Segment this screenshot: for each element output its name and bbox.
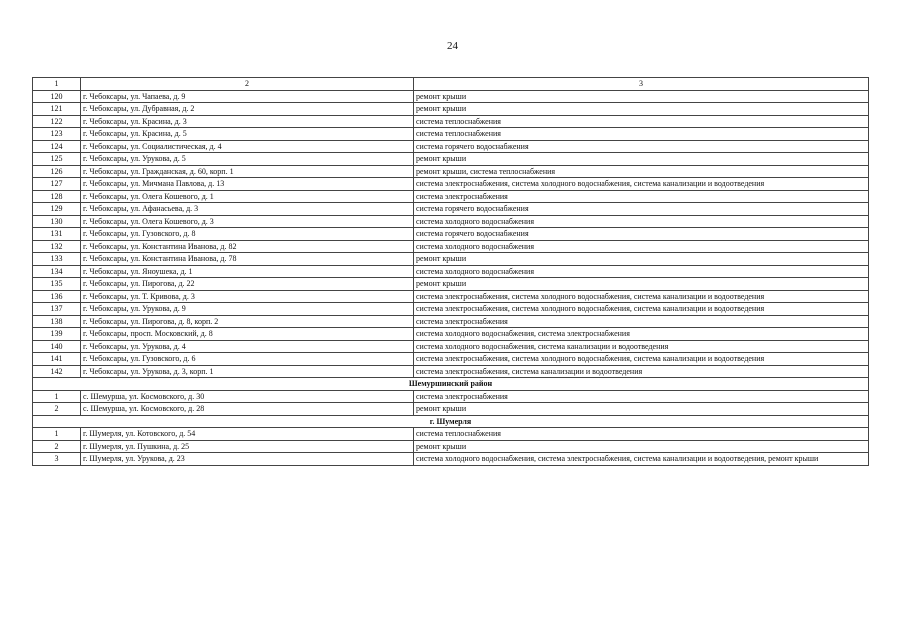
row-number: 127 bbox=[33, 178, 81, 191]
column-header-2: 2 bbox=[81, 78, 414, 91]
row-address: г. Чебоксары, ул. Т. Кривова, д. 3 bbox=[81, 290, 414, 303]
row-address: г. Чебоксары, ул. Афанасьева, д. 3 bbox=[81, 203, 414, 216]
row-number: 138 bbox=[33, 315, 81, 328]
row-number: 2 bbox=[33, 403, 81, 416]
row-address: г. Чебоксары, ул. Олега Кошевого, д. 1 bbox=[81, 190, 414, 203]
row-address: г. Чебоксары, ул. Константина Иванова, д. 82 bbox=[81, 240, 414, 253]
table-row bbox=[33, 303, 869, 316]
row-works: система электроснабжения bbox=[414, 315, 869, 328]
row-address: г. Чебоксары, ул. Пирогова, д. 22 bbox=[81, 278, 414, 291]
row-works: ремонт крыши bbox=[414, 403, 869, 416]
row-works: ремонт крыши bbox=[414, 153, 869, 166]
column-header-3: 3 bbox=[414, 78, 869, 91]
row-number: 134 bbox=[33, 265, 81, 278]
row-number: 1 bbox=[33, 390, 81, 403]
table-row bbox=[33, 228, 869, 241]
row-address: с. Шемурша, ул. Космовского, д. 28 bbox=[81, 403, 414, 416]
row-number: 120 bbox=[33, 90, 81, 103]
column-number-row bbox=[33, 78, 869, 91]
row-number: 133 bbox=[33, 253, 81, 266]
table-row bbox=[33, 265, 869, 278]
row-works: система холодного водоснабжения bbox=[414, 215, 869, 228]
row-number: 129 bbox=[33, 203, 81, 216]
row-works: система холодного водоснабжения, система канализации и водоотведения bbox=[414, 340, 869, 353]
row-number: 3 bbox=[33, 453, 81, 466]
row-number: 121 bbox=[33, 103, 81, 116]
row-works: ремонт крыши bbox=[414, 278, 869, 291]
row-works: система теплоснабжения bbox=[414, 428, 869, 441]
row-works: система холодного водоснабжения bbox=[414, 240, 869, 253]
row-works: система электроснабжения, система холодного водоснабжения, система канализации и водоотведения bbox=[414, 290, 869, 303]
table-row bbox=[33, 365, 869, 378]
row-address: г. Чебоксары, ул. Дубравная, д. 2 bbox=[81, 103, 414, 116]
table-row bbox=[33, 90, 869, 103]
row-number: 126 bbox=[33, 165, 81, 178]
row-number: 136 bbox=[33, 290, 81, 303]
row-works: система горячего водоснабжения bbox=[414, 140, 869, 153]
table-body bbox=[33, 78, 869, 466]
table-row bbox=[33, 165, 869, 178]
row-address: г. Чебоксары, просп. Московский, д. 8 bbox=[81, 328, 414, 341]
row-works: ремонт крыши bbox=[414, 440, 869, 453]
row-number: 124 bbox=[33, 140, 81, 153]
table-row bbox=[33, 453, 869, 466]
table-row bbox=[33, 428, 869, 441]
table-row bbox=[33, 440, 869, 453]
housing-repair-table bbox=[32, 77, 869, 466]
table-row bbox=[33, 390, 869, 403]
table-row bbox=[33, 328, 869, 341]
table-row bbox=[33, 215, 869, 228]
row-works: система теплоснабжения bbox=[414, 115, 869, 128]
row-works: ремонт крыши bbox=[414, 103, 869, 116]
table-row bbox=[33, 153, 869, 166]
row-works: система электроснабжения, система холодного водоснабжения, система канализации и водоотведения bbox=[414, 303, 869, 316]
row-works: ремонт крыши, система теплоснабжения bbox=[414, 165, 869, 178]
row-address: г. Чебоксары, ул. Пирогова, д. 8, корп. 2 bbox=[81, 315, 414, 328]
table-row bbox=[33, 128, 869, 141]
row-address: г. Чебоксары, ул. Гузовского, д. 6 bbox=[81, 353, 414, 366]
row-address: г. Чебоксары, ул. Мичмана Павлова, д. 13 bbox=[81, 178, 414, 191]
row-number: 1 bbox=[33, 428, 81, 441]
table-row bbox=[33, 115, 869, 128]
row-number: 137 bbox=[33, 303, 81, 316]
row-address: г. Чебоксары, ул. Чапаева, д. 9 bbox=[81, 90, 414, 103]
row-works: система холодного водоснабжения, система электроснабжения, система канализации и водоотведения, ремонт крыши bbox=[414, 453, 869, 466]
row-number: 2 bbox=[33, 440, 81, 453]
table-row bbox=[33, 253, 869, 266]
row-works: система электроснабжения bbox=[414, 190, 869, 203]
row-works: система холодного водоснабжения bbox=[414, 265, 869, 278]
table-row bbox=[33, 240, 869, 253]
table-row bbox=[33, 103, 869, 116]
row-address: г. Чебоксары, ул. Константина Иванова, д. 78 bbox=[81, 253, 414, 266]
table-row bbox=[33, 340, 869, 353]
row-works: ремонт крыши bbox=[414, 253, 869, 266]
table-row bbox=[33, 140, 869, 153]
page-number: 24 bbox=[447, 40, 458, 52]
row-number: 141 bbox=[33, 353, 81, 366]
row-address: г. Чебоксары, ул. Социалистическая, д. 4 bbox=[81, 140, 414, 153]
table-row bbox=[33, 403, 869, 416]
row-works: система электроснабжения bbox=[414, 390, 869, 403]
section-header-row bbox=[33, 415, 869, 428]
column-header-1: 1 bbox=[33, 78, 81, 91]
section-title: г. Шумерля bbox=[33, 415, 869, 428]
table-row bbox=[33, 315, 869, 328]
row-address: г. Чебоксары, ул. Яноушека, д. 1 bbox=[81, 265, 414, 278]
row-number: 142 bbox=[33, 365, 81, 378]
row-number: 123 bbox=[33, 128, 81, 141]
row-number: 140 bbox=[33, 340, 81, 353]
row-works: система электроснабжения, система холодного водоснабжения, система канализации и водоотведения bbox=[414, 178, 869, 191]
row-works: ремонт крыши bbox=[414, 90, 869, 103]
row-address: г. Чебоксары, ул. Урукова, д. 4 bbox=[81, 340, 414, 353]
row-address: г. Шумерля, ул. Пушкина, д. 25 bbox=[81, 440, 414, 453]
row-address: г. Чебоксары, ул. Гузовского, д. 8 bbox=[81, 228, 414, 241]
row-number: 122 bbox=[33, 115, 81, 128]
row-works: система холодного водоснабжения, система электроснабжения bbox=[414, 328, 869, 341]
table-row bbox=[33, 290, 869, 303]
table-row bbox=[33, 178, 869, 191]
row-number: 132 bbox=[33, 240, 81, 253]
row-number: 128 bbox=[33, 190, 81, 203]
row-address: г. Чебоксары, ул. Красина, д. 5 bbox=[81, 128, 414, 141]
table-row bbox=[33, 353, 869, 366]
row-number: 130 bbox=[33, 215, 81, 228]
row-number: 125 bbox=[33, 153, 81, 166]
row-address: г. Чебоксары, ул. Олега Кошевого, д. 3 bbox=[81, 215, 414, 228]
table-row bbox=[33, 278, 869, 291]
table-row bbox=[33, 190, 869, 203]
table-row bbox=[33, 203, 869, 216]
row-number: 139 bbox=[33, 328, 81, 341]
row-works: система теплоснабжения bbox=[414, 128, 869, 141]
row-address: г. Шумерля, ул. Котовского, д. 54 bbox=[81, 428, 414, 441]
row-works: система электроснабжения, система канализации и водоотведения bbox=[414, 365, 869, 378]
row-number: 135 bbox=[33, 278, 81, 291]
row-number: 131 bbox=[33, 228, 81, 241]
row-address: г. Чебоксары, ул. Урукова, д. 9 bbox=[81, 303, 414, 316]
row-address: г. Чебоксары, ул. Гражданская, д. 60, корп. 1 bbox=[81, 165, 414, 178]
section-title: Шемуршинский район bbox=[33, 378, 869, 391]
row-address: г. Шумерля, ул. Урукова, д. 23 bbox=[81, 453, 414, 466]
row-address: с. Шемурша, ул. Космовского, д. 30 bbox=[81, 390, 414, 403]
section-header-row bbox=[33, 378, 869, 391]
row-works: система электроснабжения, система холодного водоснабжения, система канализации и водоотведения bbox=[414, 353, 869, 366]
row-address: г. Чебоксары, ул. Урукова, д. 5 bbox=[81, 153, 414, 166]
row-works: система горячего водоснабжения bbox=[414, 203, 869, 216]
row-works: система горячего водоснабжения bbox=[414, 228, 869, 241]
row-address: г. Чебоксары, ул. Красина, д. 3 bbox=[81, 115, 414, 128]
row-address: г. Чебоксары, ул. Урукова, д. 3, корп. 1 bbox=[81, 365, 414, 378]
